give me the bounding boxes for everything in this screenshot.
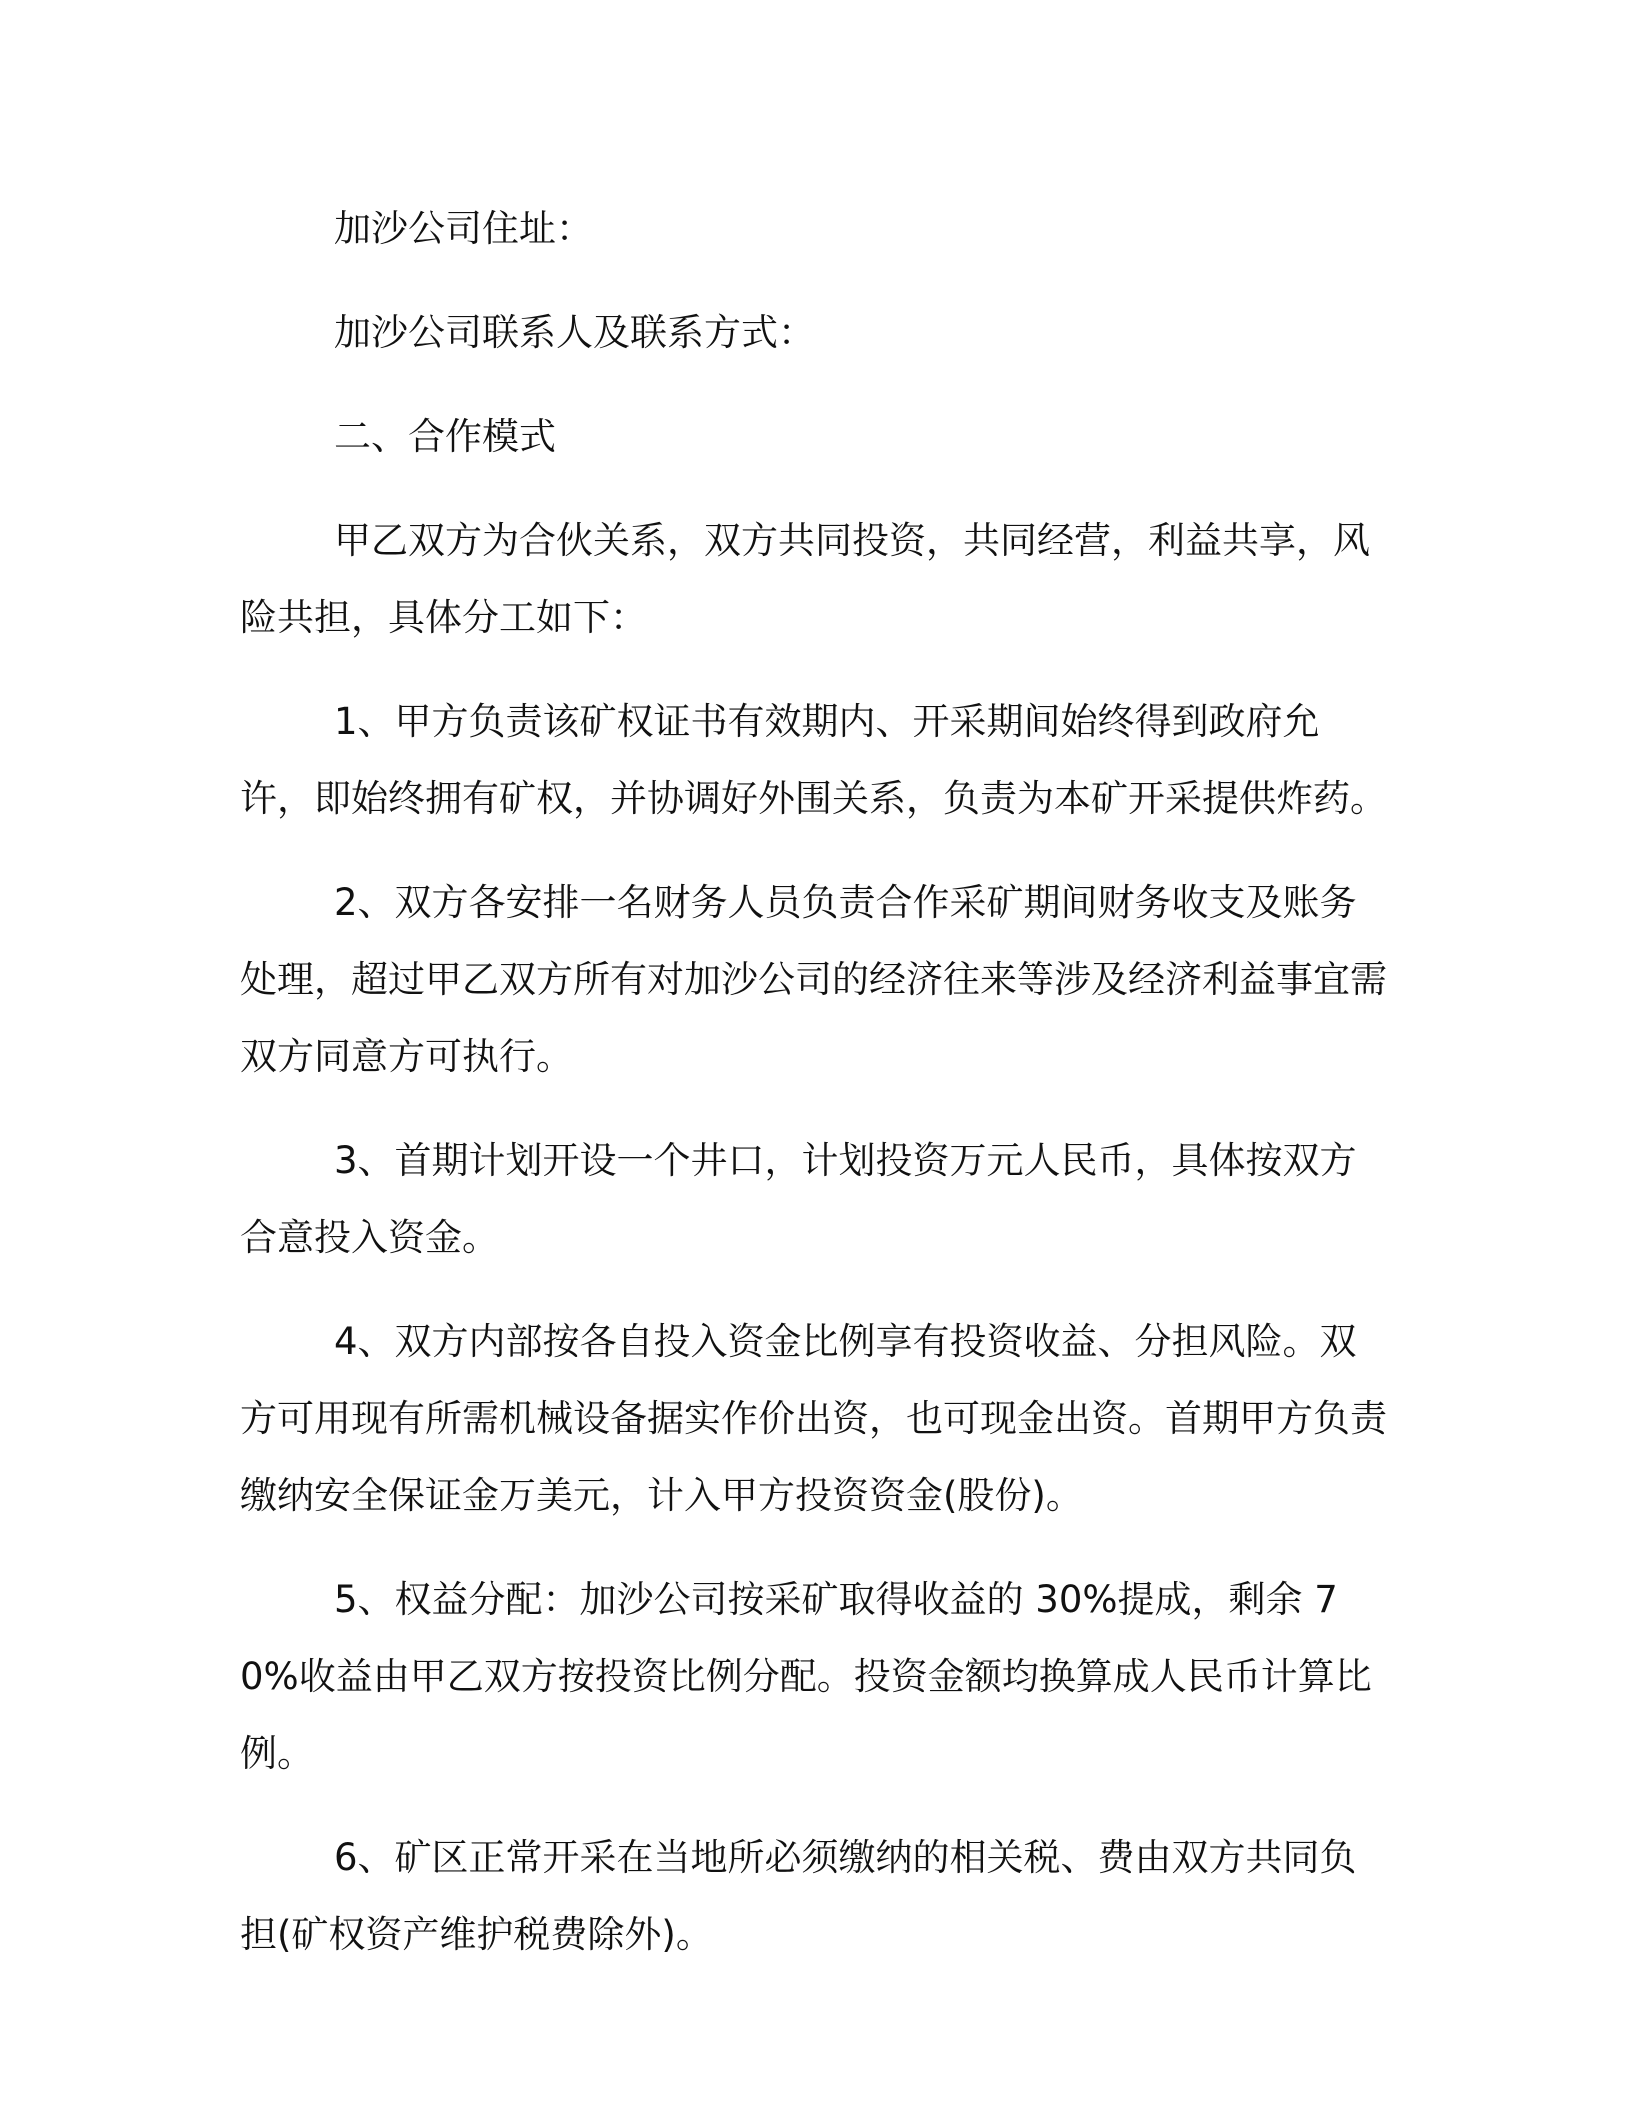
paragraph-partnership: 甲乙双方为合伙关系，双方共同投资，共同经营，利益共享，风险共担，具体分工如下： [240,519,1370,639]
clause-3: 3、首期计划开设一个井口，计划投资万元人民币，具体按双方合意投入资金。 [240,1139,1357,1259]
clause-4: 4、双方内部按各自投入资金比例享有投资收益、分担风险。双方可用现有所需机械设备据实作价出资，也可现金出资。首期甲方负责缴纳安全保证金万美元，计入甲方投资资金(股份)。 [240,1320,1387,1517]
clause-2: 2、双方各安排一名财务人员负责合作采矿期间财务收支及账务处理，超过甲乙双方所有对加沙公司的经济往来等涉及经济利益事宜需双方同意方可执行。 [240,881,1387,1078]
company-address-line: 加沙公司住址： [334,207,593,250]
clause-5: 5、权益分配：加沙公司按采矿取得收益的 30%提成，剩余 70%收益由甲乙双方按投资比例分配。投资金额均换算成人民币计算比例。 [240,1578,1372,1775]
section-heading-cooperation-mode: 二、合作模式 [334,415,556,458]
company-contact-line: 加沙公司联系人及联系方式： [334,311,815,354]
clause-6: 6、矿区正常开采在当地所必须缴纳的相关税、费由双方共同负担(矿权资产维护税费除外)。 [240,1836,1357,1956]
document-page [240,190,1390,2000]
clause-1: 1、甲方负责该矿权证书有效期内、开采期间始终得到政府允许，即始终拥有矿权，并协调好外围关系，负责为本矿开采提供炸药。 [240,700,1387,820]
